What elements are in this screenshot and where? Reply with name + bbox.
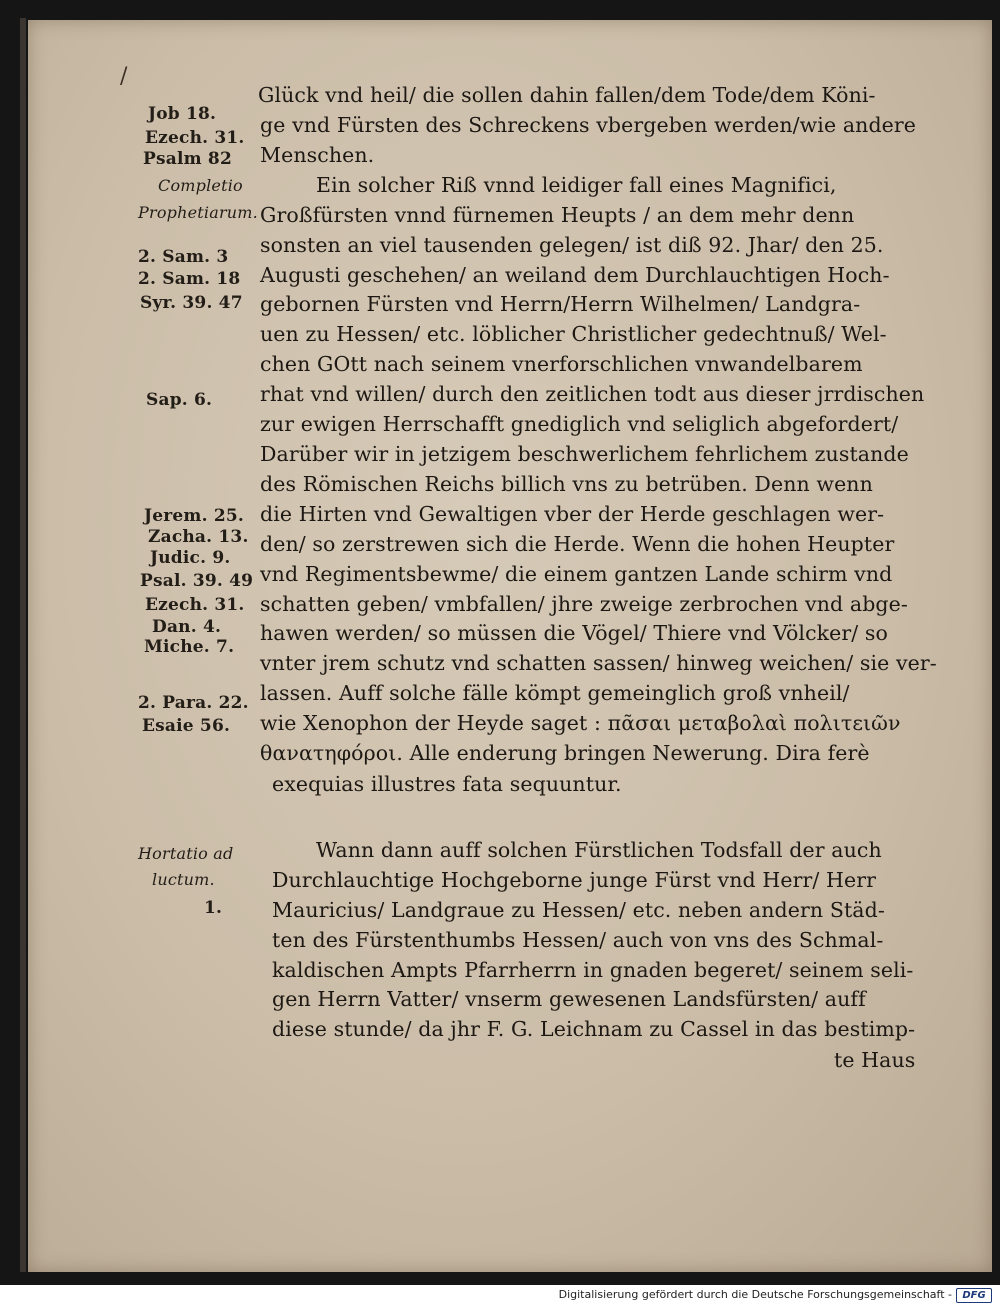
text-line: des Römischen Reichs billich vns zu betrüben. Denn wenn <box>260 472 873 496</box>
text-line: Glück vnd heil/ die sollen dahin fallen/dem Tode/dem Köni- <box>258 83 876 107</box>
text-line: Großfürsten vnnd fürnemen Heupts / an dem mehr denn <box>260 203 855 227</box>
text-line: vnter jrem schutz vnd schatten sassen/ hinweg weichen/ sie ver- <box>260 651 937 675</box>
catchword: te Haus <box>834 1048 916 1072</box>
text-line: lassen. Auff solche fälle kömpt gemeinglich groß vnheil/ <box>260 681 850 705</box>
margin-note: Completio <box>158 176 243 195</box>
margin-note: Zacha. 13. <box>148 527 249 547</box>
text-line: ge vnd Fürsten des Schreckens vbergeben werden/wie andere <box>260 113 917 137</box>
text-line: ten des Fürstenthumbs Hessen/ auch von vns des Schmal- <box>272 928 884 952</box>
text-line: kaldischen Ampts Pfarrherrn in gnaden begeret/ seinem seli- <box>272 958 914 982</box>
margin-note: Judic. 9. <box>150 548 231 568</box>
text-line: gebornen Fürsten vnd Herrn/Herrn Wilhelmen/ Landgra- <box>260 292 861 316</box>
text-line: Durchlauchtige Hochgeborne junge Fürst vnd Herr/ Herr <box>272 868 877 892</box>
margin-note: Miche. 7. <box>144 637 235 657</box>
margin-note: Prophetiarum. <box>138 203 258 222</box>
margin-note: Sap. 6. <box>146 390 213 410</box>
text-line: diese stunde/ da jhr F. G. Leichnam zu Cassel in das bestimp- <box>272 1017 916 1041</box>
margin-note: Dan. 4. <box>152 617 222 637</box>
page-edge <box>20 18 26 1272</box>
text-line: exequias illustres fata sequuntur. <box>272 772 622 796</box>
text-line: Menschen. <box>260 143 375 167</box>
margin-note: Esaie 56. <box>142 716 231 736</box>
dfg-logo: DFG <box>956 1288 992 1303</box>
text-line: wie Xenophon der Heyde saget : πᾶσαι μεταβολαὶ πολιτειῶν <box>260 711 901 735</box>
text-line: hawen werden/ so müssen die Vögel/ Thiere vnd Völcker/ so <box>260 621 888 645</box>
margin-note: 1. <box>204 898 223 918</box>
margin-note: Ezech. 31. <box>145 595 245 615</box>
margin-note: 2. Sam. 18 <box>138 269 241 289</box>
text-line: vnd Regimentsbewme/ die einem gantzen Lande schirm vnd <box>260 562 893 586</box>
margin-note: luctum. <box>152 870 215 889</box>
text-line: Darüber wir in jetzigem beschwerlichem fehrlichem zustande <box>260 442 909 466</box>
text-line: Ein solcher Riß vnnd leidiger fall eines Magnifici, <box>316 173 837 197</box>
text-line: die Hirten vnd Gewaltigen vber der Herde geschlagen wer- <box>260 502 885 526</box>
text-line: den/ so zerstrewen sich die Herde. Wenn die hohen Heupter <box>260 532 895 556</box>
text-line: uen zu Hessen/ etc. löblicher Christlicher gedechtnuß/ Wel- <box>260 322 887 346</box>
margin-note: Psal. 39. 49 <box>140 571 254 591</box>
margin-note: 2. Sam. 3 <box>138 247 229 267</box>
text-line: sonsten an viel tausenden gelegen/ ist diß 92. Jhar/ den 25. <box>260 233 884 257</box>
funding-note: Digitalisierung gefördert durch die Deutsche Forschungsgemeinschaft - <box>558 1288 952 1301</box>
text-line: Mauricius/ Landgraue zu Hessen/ etc. neben andern Städ- <box>272 898 885 922</box>
text-line: rhat vnd willen/ durch den zeitlichen todt aus dieser jrrdischen <box>260 382 925 406</box>
text-line: chen GOtt nach seinem vnerforschlichen vnwandelbarem <box>260 352 863 376</box>
book-page <box>28 20 992 1272</box>
text-line: gen Herrn Vatter/ vnserm gewesenen Landsfürsten/ auff <box>272 987 866 1011</box>
margin-note: Psalm 82 <box>143 149 232 169</box>
pencil-mark: / <box>120 64 128 89</box>
margin-note: Jerem. 25. <box>144 506 245 526</box>
text-line: schatten geben/ vmbfallen/ jhre zweige zerbrochen vnd abge- <box>260 592 908 616</box>
margin-note: Syr. 39. 47 <box>140 293 243 313</box>
text-line: zur ewigen Herrschafft gnediglich vnd seliglich abgefordert/ <box>260 412 899 436</box>
footer-bar <box>0 1285 1000 1305</box>
text-line: Wann dann auff solchen Fürstlichen Todsfall der auch <box>316 838 882 862</box>
margin-note: Hortatio ad <box>138 844 234 863</box>
text-line: Augusti geschehen/ an weiland dem Durchlauchtigen Hoch- <box>260 263 890 287</box>
margin-note: Job 18. <box>148 104 217 124</box>
text-line: θανατηφόροι. Alle enderung bringen Newerung. Dira ferè <box>260 741 870 765</box>
margin-note: 2. Para. 22. <box>138 693 249 713</box>
margin-note: Ezech. 31. <box>145 128 245 148</box>
